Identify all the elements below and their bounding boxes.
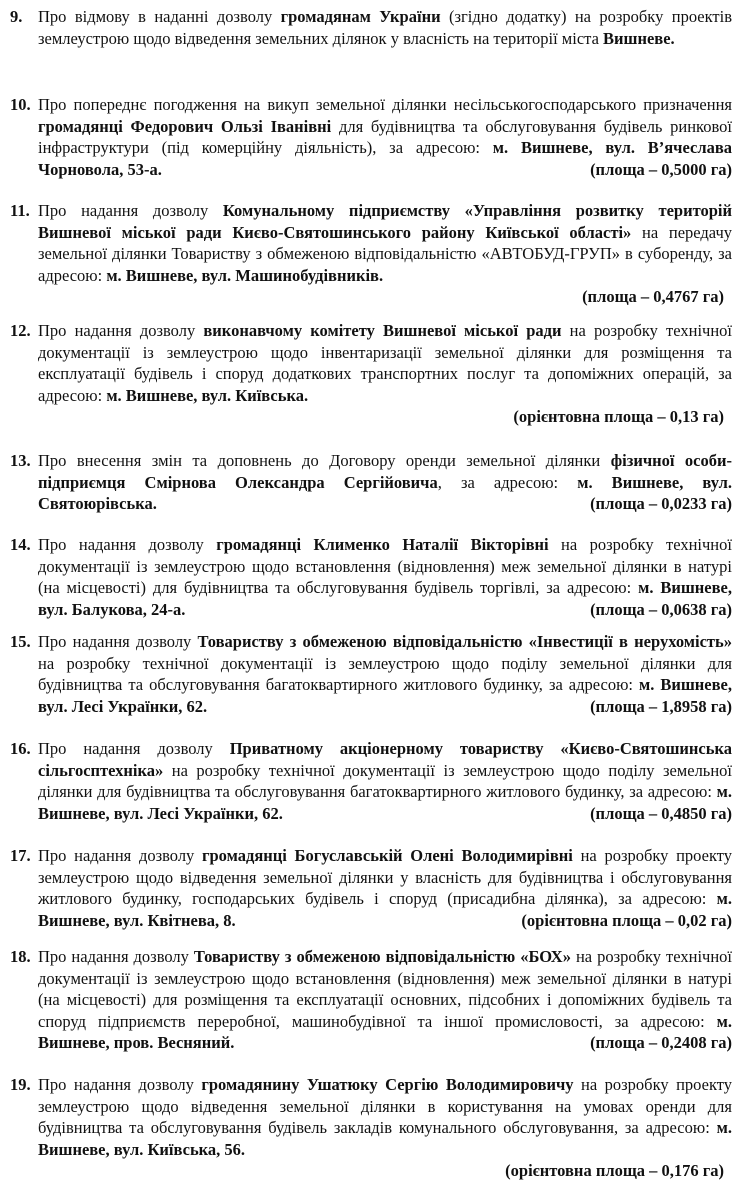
bold-fragment: Товариству з обмеженою відповідальністю «Інвестиції в нерухомість»: [197, 632, 732, 651]
bold-fragment: громадянину Ушатюку Сергію Володимировичу: [201, 1075, 574, 1094]
item-number: 19.: [10, 1075, 31, 1094]
item-number: 13.: [10, 451, 31, 470]
item-number: 12.: [10, 321, 31, 340]
item-text: [38, 450, 732, 515]
item-number: 11.: [10, 201, 30, 220]
bold-fragment: громадянці Федорович Ользі Іванівні: [38, 116, 332, 136]
item-text: [38, 200, 732, 308]
bold-fragment: громадянці Богуславській Олені Володимирівні: [202, 846, 573, 865]
item-paragraph: [38, 320, 732, 406]
area-label: (площа – 0,4850 га): [590, 803, 732, 823]
item-text: [38, 946, 732, 1054]
area-label: (площа – 0,5000 га): [590, 159, 732, 179]
text-fragment: Про попереднє погодження на викуп земельної ділянки несільськогосподарського призначення: [38, 95, 732, 114]
area-label: (орієнтовна площа – 0,13 га): [513, 407, 724, 426]
text-fragment: на передачу земельної ділянки Товариству з обмеженою відповідальністю «АВТОБУД-ГРУП» в суборенду, за адресою:: [38, 222, 732, 285]
bold-fragment: м. Вишневе, вул. Квітнева, 8.: [38, 889, 732, 930]
area-label: (орієнтовна площа – 0,02 га): [521, 910, 732, 930]
item-number: 15.: [10, 632, 31, 651]
item-number: 18.: [10, 947, 31, 966]
item-paragraph: [38, 845, 732, 931]
item-paragraph: [38, 1074, 732, 1160]
text-fragment: на розробку технічної документації із землеустрою щодо встановлення (відновлення) меж земельної ділянки в натурі (на місцевості) для розміщення та експлуатації основних, підсобних і допоміжних будівель та споруд підприємств переробної, машинобудівної та іншої промисловості, за адресою:: [38, 947, 732, 1031]
item-paragraph: [38, 631, 732, 717]
text-fragment: Про надання дозволу: [38, 201, 223, 220]
bold-fragment: м. Вишневе, вул. Київська, 56.: [38, 1118, 732, 1159]
bold-fragment: м. Вишневе, вул. Київська.: [106, 385, 309, 405]
area-label: (орієнтовна площа – 0,176 га): [505, 1161, 724, 1180]
text-fragment: Про надання дозволу: [38, 846, 202, 865]
bold-fragment: Товариству з обмеженою відповідальністю «БОХ»: [193, 947, 571, 966]
text-fragment: , за адресою:: [437, 472, 578, 492]
bold-fragment: Вишневе.: [603, 28, 675, 48]
bold-fragment: громадянам України: [280, 7, 441, 26]
text-fragment: (згідно додатку) на розробку проектів землеустрою щодо відведення земельних ділянок у власність на території міста: [38, 7, 732, 48]
item-text: [38, 738, 732, 824]
text-fragment: на розробку технічної документації із землеустрою щодо встановлення (відновлення) меж земельної ділянки в натурі (на місцевості) для будівництва та обслуговування будівель торгівлі, за адресою:: [38, 535, 732, 597]
bold-fragment: м. Вишневе, вул. Лесі Українки, 62.: [38, 675, 732, 716]
item-paragraph: [38, 6, 732, 49]
text-fragment: Про надання дозволу: [38, 739, 230, 758]
item-text: [38, 94, 732, 180]
area-label: (площа – 0,0233 га): [590, 494, 732, 513]
item-number: 14.: [10, 535, 31, 554]
bold-fragment: м. Вишневе, вул. В’ячеслава Чорновола, 53-а.: [38, 138, 732, 179]
item-paragraph: [38, 94, 732, 180]
bold-fragment: фізичної особи-підприємця Смірнова Олександра Сергійовича: [38, 451, 733, 492]
text-fragment: Про надання дозволу: [38, 321, 204, 340]
text-fragment: Про внесення змін та доповнень до Договору оренди земельної ділянки: [38, 451, 611, 470]
text-fragment: Про надання дозволу: [38, 1075, 202, 1094]
item-text: [38, 631, 732, 717]
text-fragment: для будівництва та обслуговування будівель ринкової інфраструктури (під комерційну діяльність), за адресою:: [38, 116, 732, 157]
area-label: (площа – 1,8958 га): [590, 696, 732, 716]
bold-fragment: м. Вишневе, вул. Машинобудівників.: [106, 265, 384, 285]
item-paragraph: [38, 946, 732, 1054]
item-number: 9.: [10, 7, 23, 26]
text-fragment: Про надання дозволу: [38, 947, 194, 966]
bold-fragment: виконавчому комітету Вишневої міської ради: [203, 321, 562, 340]
text-fragment: Про відмову в наданні дозволу: [38, 7, 281, 26]
item-number: 17.: [10, 846, 31, 865]
bold-fragment: Комунальному підприємству «Управління розвитку територій Вишневої міської ради Києво-Святошинського району Київської області»: [38, 201, 732, 242]
text-fragment: Про надання дозволу: [38, 632, 198, 651]
item-paragraph: [38, 200, 732, 286]
area-label: (площа – 0,2408 га): [590, 1033, 732, 1052]
bold-fragment: м. Вишневе, вул. Балукова, 24-а.: [38, 578, 732, 619]
area-label: (площа – 0,0638 га): [590, 599, 732, 619]
bold-fragment: м. Вишневе, вул. Лесі Українки, 62.: [38, 782, 732, 823]
item-number: 10.: [10, 95, 31, 114]
item-paragraph: [38, 534, 732, 620]
text-fragment: на розробку проекту землеустрою щодо відведення земельної ділянки в користування на умовах оренди для будівництва та обслуговування будівель закладів комунального обслуговування, за адресою:: [38, 1075, 732, 1137]
item-paragraph: [38, 738, 732, 824]
text-fragment: на розробку технічної документації із землеустрою щодо поділу земельної ділянки для будівництва та обслуговування багатоквартирного житлового будинку, за адресою:: [38, 760, 732, 801]
item-text: [38, 845, 732, 931]
text-fragment: на розробку проекту землеустрою щодо відведення земельної ділянки у власність для будівництва і обслуговування житлового будинку, господарських будівель і споруд (присадибна ділянка), за адресою:: [38, 846, 732, 908]
bold-fragment: Приватному акціонерному товариству «Києво-Святошинська сільгосптехніка»: [38, 739, 732, 780]
bold-fragment: м. Вишневе, пров. Весняний.: [38, 1011, 732, 1052]
item-text: [38, 320, 732, 428]
item-paragraph: [38, 450, 732, 515]
bold-fragment: громадянці Клименко Наталії Вікторівні: [216, 535, 549, 554]
item-number: 16.: [10, 739, 31, 758]
area-label: (площа – 0,4767 га): [582, 287, 724, 306]
item-text: [38, 534, 732, 620]
bold-fragment: м. Вишневе, вул. Святоюрівська.: [38, 472, 732, 513]
text-fragment: на розробку технічної документації із землеустрою щодо поділу земельної ділянки для будівництва та обслуговування багатоквартирного житлового будинку, за адресою:: [38, 653, 732, 694]
item-text: [38, 6, 732, 49]
text-fragment: на розробку технічної документації із землеустрою щодо інвентаризації земельної ділянки для розміщення та експлуатації будівель і споруд додаткових транспортних послуг та допоміжних операцій, за адресою:: [38, 321, 732, 405]
text-fragment: Про надання дозволу: [38, 535, 217, 554]
item-text: [38, 1074, 732, 1182]
